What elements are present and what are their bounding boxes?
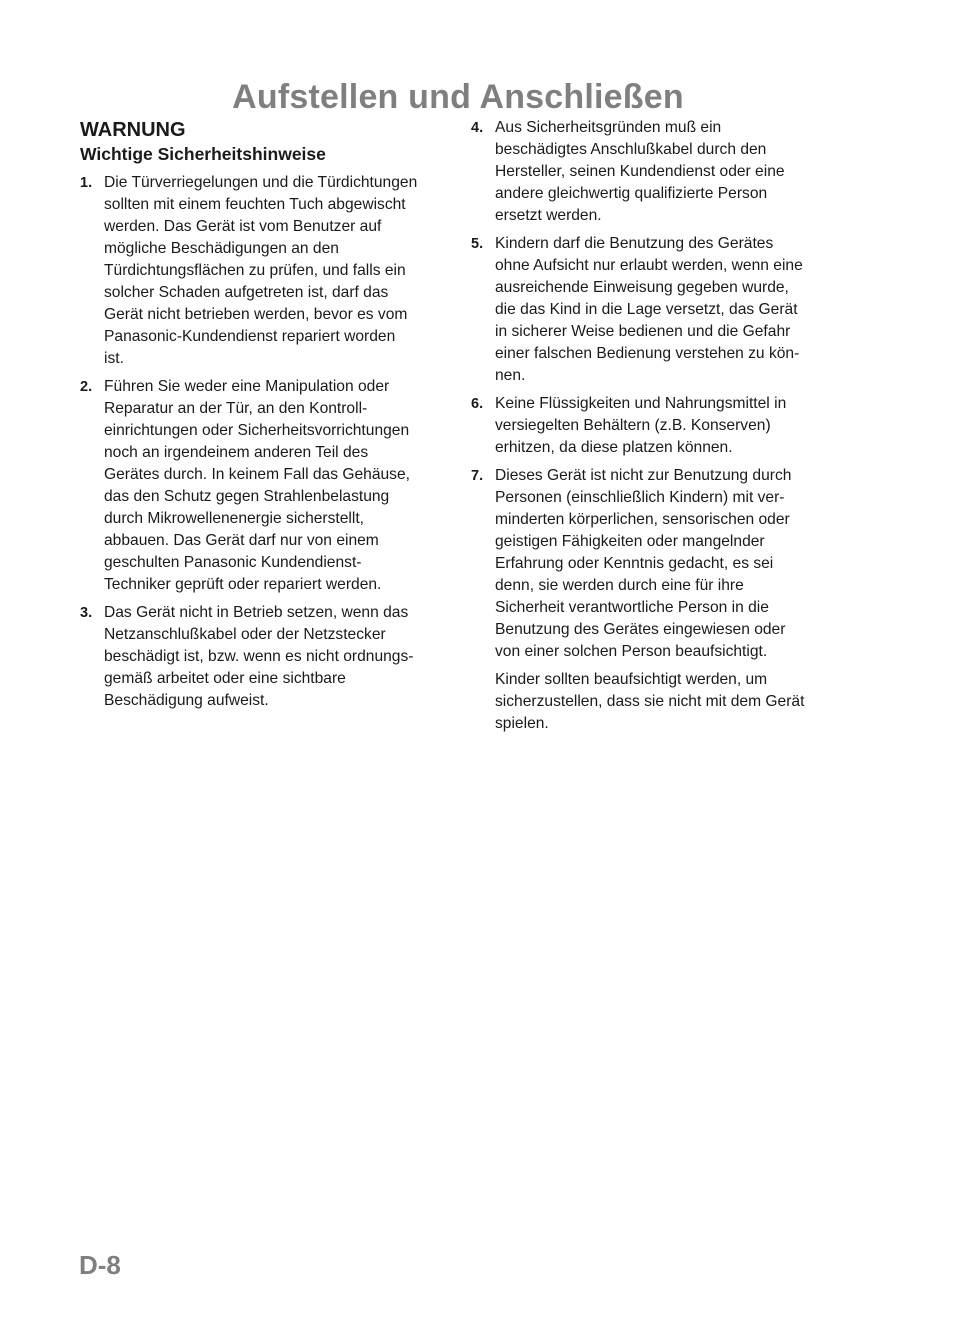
warning-heading: WARNUNG — [80, 119, 186, 141]
list-item-text — [495, 465, 843, 663]
text-line: abbauen. Das Gerät darf nur von einem — [104, 532, 379, 549]
text-line: Kinder sollten beaufsichtigt werden, um — [495, 671, 768, 688]
list-item — [471, 393, 843, 459]
text-line: beschädigt ist, bzw. wenn es nicht ordnungs- — [104, 648, 414, 665]
list-item-number: 6. — [471, 396, 484, 412]
warning-subheading: Wichtige Sicherheitshinweise — [80, 144, 326, 164]
text-line: Keine Flüssigkeiten und Nahrungsmittel in — [495, 395, 787, 412]
list-item — [80, 172, 452, 370]
text-line: minderten körperlichen, sensorischen oder — [495, 511, 790, 528]
list-item — [80, 376, 452, 596]
text-line: Die Türverriegelungen und die Türdichtungen — [104, 174, 418, 191]
text-line: Benutzung des Gerätes eingewiesen oder — [495, 621, 786, 638]
text-line: ist. — [104, 350, 124, 367]
list-item — [471, 233, 843, 387]
page-title: Aufstellen und Anschließen — [232, 77, 684, 116]
text-line: geistigen Fähigkeiten oder mangelnder — [495, 533, 765, 550]
text-line: Beschädigung aufweist. — [104, 692, 269, 709]
text-line: einer falschen Bedienung verstehen zu kön- — [495, 345, 800, 362]
text-line: in sicherer Weise bedienen und die Gefahr — [495, 323, 791, 340]
text-line: Reparatur an der Tür, an den Kontroll- — [104, 400, 368, 417]
text-line: Dieses Gerät ist nicht zur Benutzung durch — [495, 467, 792, 484]
text-line: geschulten Panasonic Kundendienst- — [104, 554, 362, 571]
text-line: Führen Sie weder eine Manipulation oder — [104, 378, 390, 395]
list-item-text — [495, 233, 843, 387]
list-item-number: 2. — [80, 379, 93, 395]
text-line: versiegelten Behältern (z.B. Konserven) — [495, 417, 771, 434]
text-line: ersetzt werden. — [495, 207, 602, 224]
list-item — [471, 117, 843, 227]
list-item-number: 5. — [471, 236, 484, 252]
text-line: ohne Aufsicht nur erlaubt werden, wenn eine — [495, 257, 803, 274]
text-line: sicherzustellen, dass sie nicht mit dem Gerät — [495, 693, 805, 710]
text-line: Aus Sicherheitsgründen muß ein — [495, 119, 722, 136]
text-line: Netzanschlußkabel oder der Netzstecker — [104, 626, 386, 643]
list-item-text — [104, 172, 452, 370]
text-line: Gerät nicht betrieben werden, bevor es vom — [104, 306, 408, 323]
text-line: ausreichende Einweisung gegeben wurde, — [495, 279, 789, 296]
list-item — [80, 602, 452, 712]
text-line: Techniker geprüft oder repariert werden. — [104, 576, 382, 593]
text-line: von einer solchen Person beaufsichtigt. — [495, 643, 768, 660]
list-item-text — [104, 376, 452, 596]
text-line: erhitzen, da diese platzen können. — [495, 439, 733, 456]
text-line: Das Gerät nicht in Betrieb setzen, wenn das — [104, 604, 409, 621]
text-line: werden. Das Gerät ist vom Benutzer auf — [104, 218, 382, 235]
text-line: Personen (einschließlich Kindern) mit ver- — [495, 489, 785, 506]
text-line: beschädigtes Anschlußkabel durch den — [495, 141, 767, 158]
text-line: Erfahrung oder Kenntnis gedacht, es sei — [495, 555, 774, 572]
text-line: andere gleichwertig qualifizierte Person — [495, 185, 768, 202]
text-line: denn, sie werden durch eine für ihre — [495, 577, 744, 594]
text-line: Hersteller, seinen Kundendienst oder eine — [495, 163, 785, 180]
text-line: spielen. — [495, 715, 549, 732]
text-line: sollten mit einem feuchten Tuch abgewischt — [104, 196, 406, 213]
list-item — [471, 465, 843, 735]
text-line: solcher Schaden aufgetreten ist, darf das — [104, 284, 389, 301]
list-item-number: 4. — [471, 120, 484, 136]
text-line: Gerätes durch. In keinem Fall das Gehäuse, — [104, 466, 410, 483]
list-item-number: 1. — [80, 175, 93, 191]
text-line: Kindern darf die Benutzung des Gerätes — [495, 235, 774, 252]
list-item-text — [495, 393, 843, 459]
text-line: die das Kind in die Lage versetzt, das Gerät — [495, 301, 798, 318]
left-column — [80, 118, 452, 718]
text-line: einrichtungen oder Sicherheitsvorrichtungen — [104, 422, 410, 439]
list-item-text — [104, 602, 452, 712]
text-line: nen. — [495, 367, 526, 384]
text-line: mögliche Beschädigungen an den — [104, 240, 339, 257]
text-line: gemäß arbeitet oder eine sichtbare — [104, 670, 346, 687]
list-item-text — [495, 117, 843, 227]
right-column — [471, 117, 843, 741]
text-line: Türdichtungsflächen zu prüfen, und falls ein — [104, 262, 406, 279]
list-item-number: 3. — [80, 605, 93, 621]
page-number: D-8 — [79, 1250, 121, 1280]
right-item-list — [471, 117, 843, 735]
left-item-list — [80, 172, 452, 712]
text-line: noch an irgendeinem anderen Teil des — [104, 444, 369, 461]
text-line: Panasonic-Kundendienst repariert worden — [104, 328, 396, 345]
list-item-note — [495, 669, 843, 735]
text-line: durch Mikrowellenenergie sicherstellt, — [104, 510, 365, 527]
text-line: Sicherheit verantwortliche Person in die — [495, 599, 769, 616]
list-item-number: 7. — [471, 468, 484, 484]
text-line: das den Schutz gegen Strahlenbelastung — [104, 488, 390, 505]
